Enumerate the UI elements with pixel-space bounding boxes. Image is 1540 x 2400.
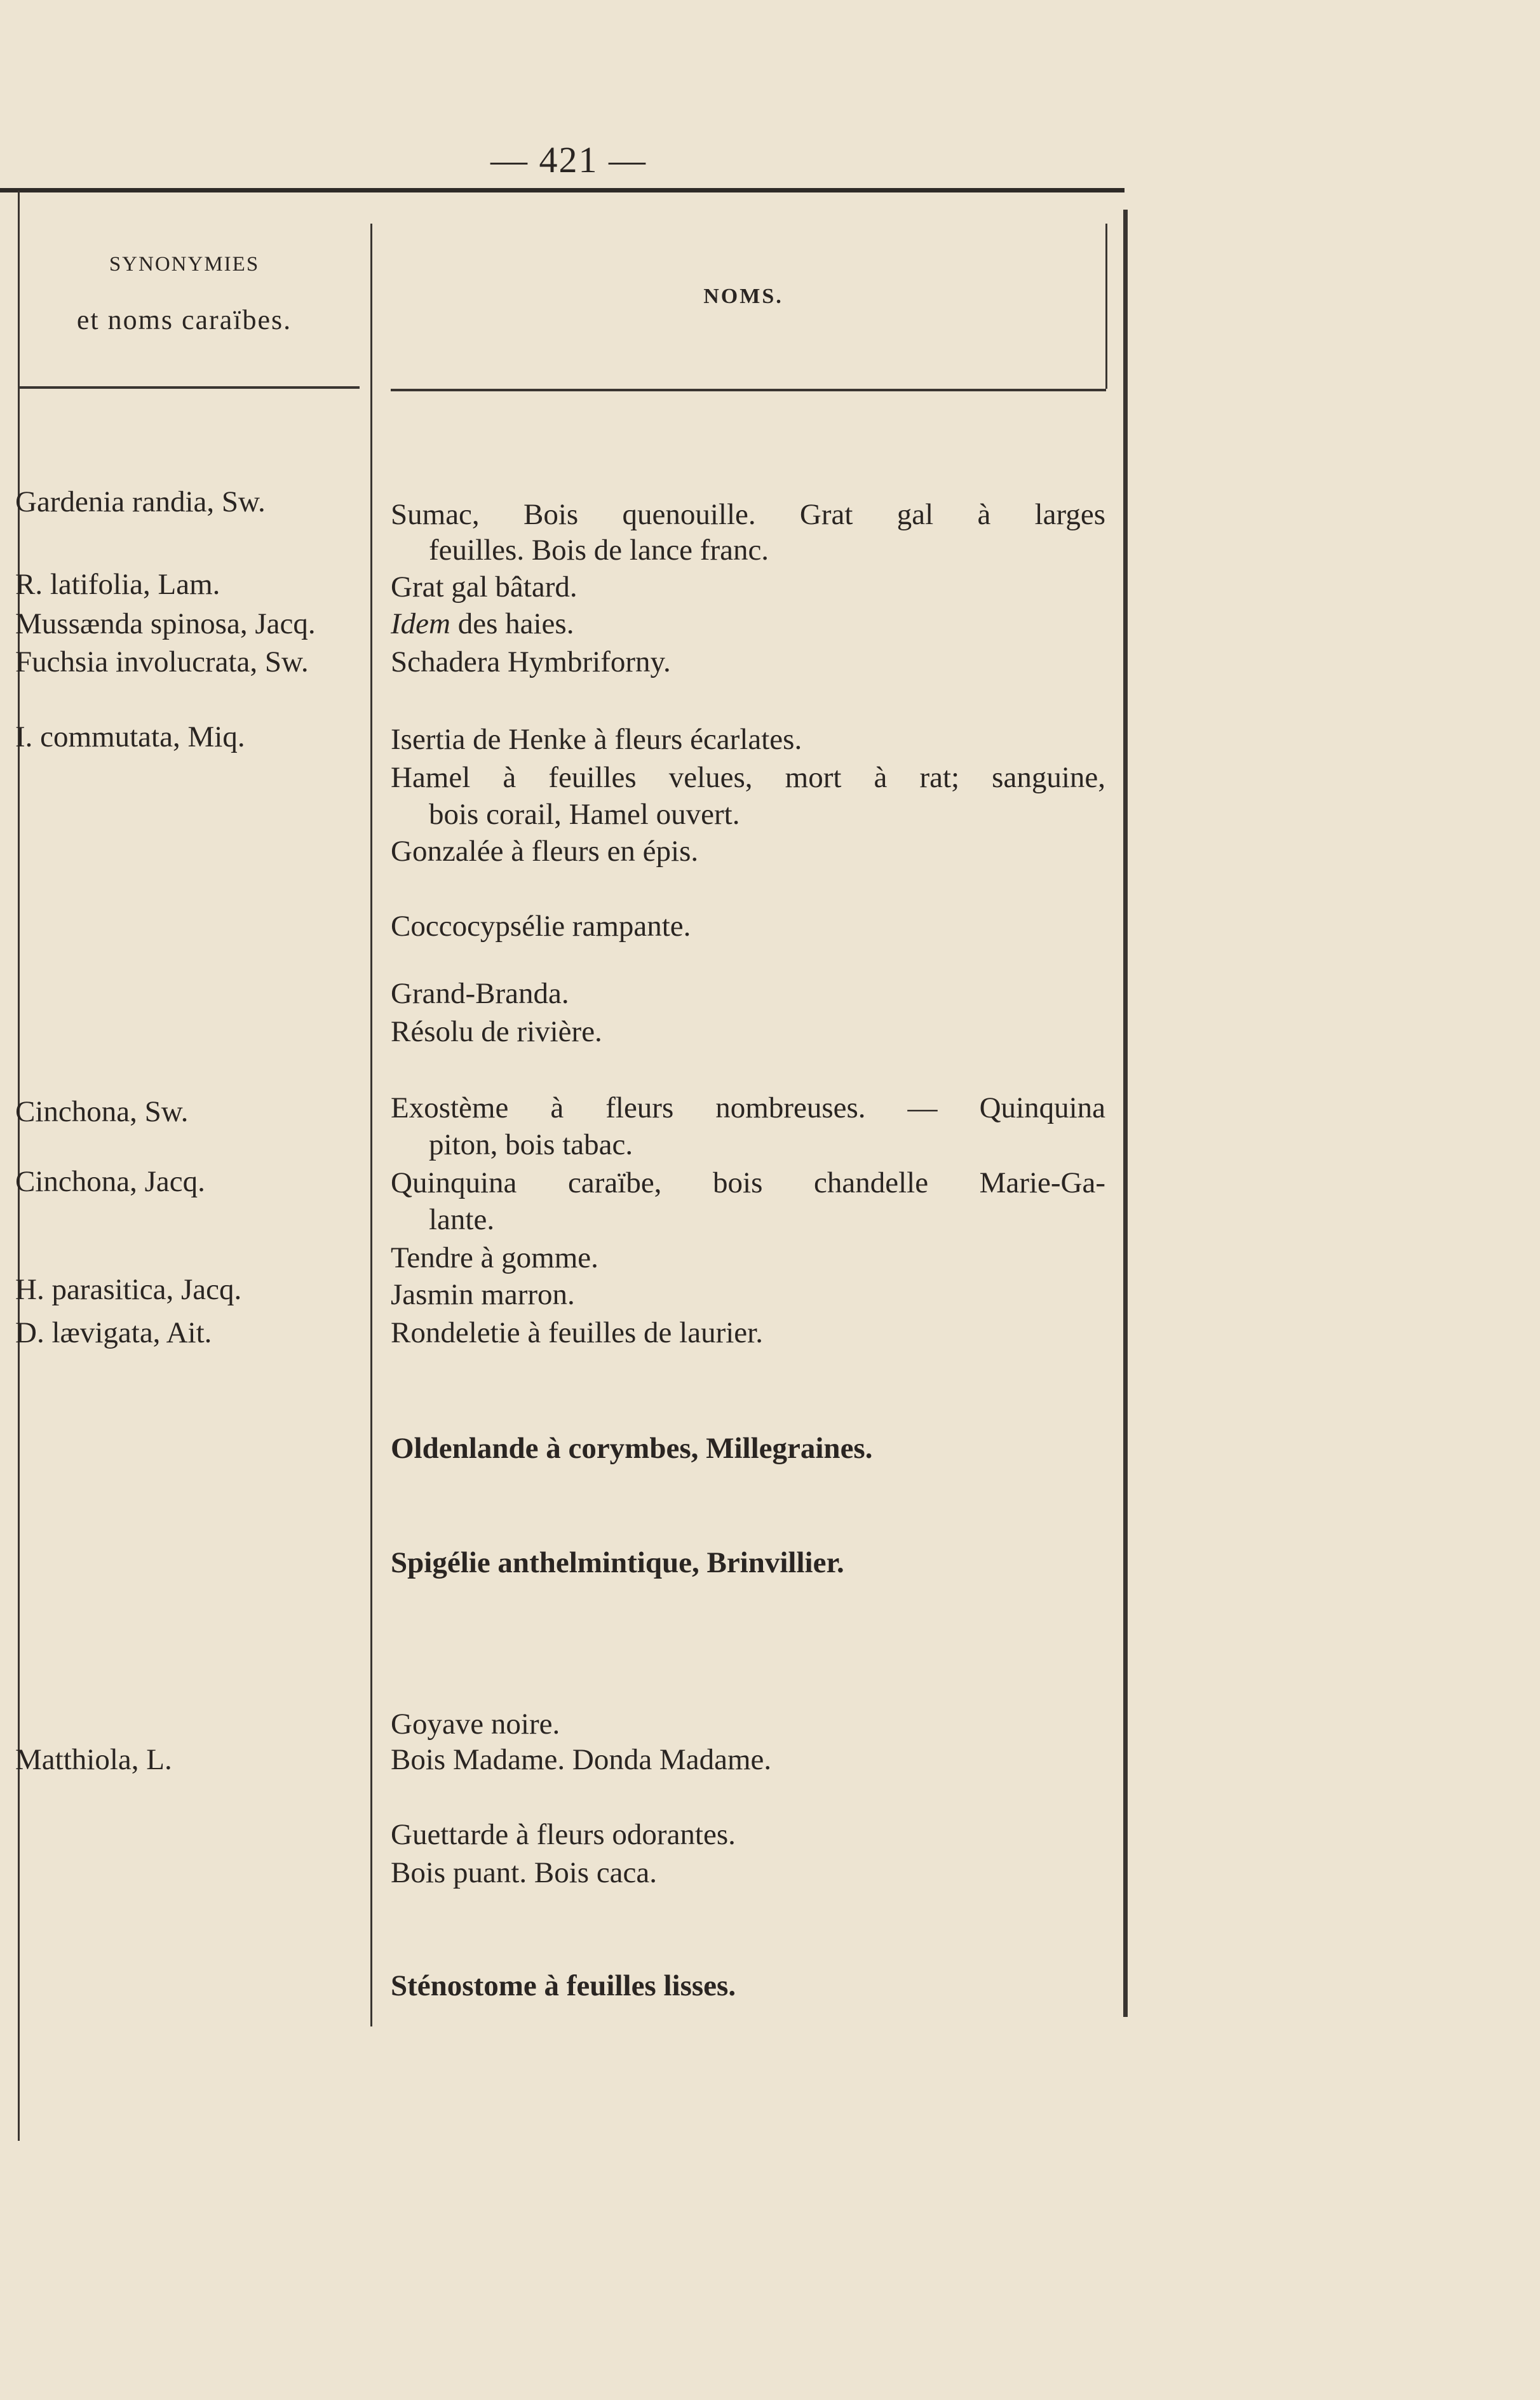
synonym-entry: Matthiola, L. [15, 1743, 172, 1776]
nom-entry: Goyave noire. [391, 1708, 560, 1741]
nom-entry: Résolu de rivière. [391, 1015, 602, 1048]
nom-entry-rest: des haies. [450, 607, 574, 640]
synonym-entry: Gardenia randia, Sw. [15, 485, 266, 518]
synonym-entry: D. lævigata, Ait. [15, 1316, 212, 1349]
nom-entry: Exostème à fleurs nombreuses. — Quinquina [391, 1091, 1105, 1124]
table-top-rule [0, 188, 1125, 192]
nom-entry: Schadera Hymbriforny. [391, 645, 671, 678]
synonymes-header-subtitle: et noms caraïbes. [76, 304, 292, 335]
nom-entry-continuation: piton, bois tabac. [429, 1128, 633, 1161]
nom-entry-continuation: lante. [429, 1203, 495, 1236]
synonym-entry: Cinchona, Jacq. [15, 1165, 205, 1198]
nom-entry: Sténostome à feuilles lisses. [391, 1969, 736, 2002]
nom-entry: Rondeletie à feuilles de laurier. [391, 1316, 763, 1349]
nom-entry-continuation: feuilles. Bois de lance franc. [429, 534, 769, 567]
noms-header-rule [391, 389, 1106, 391]
nom-entry: Isertia de Henke à fleurs écarlates. [391, 723, 802, 756]
nom-entry: Guettarde à fleurs odorantes. [391, 1818, 736, 1851]
synonym-entry: H. parasitica, Jacq. [15, 1273, 242, 1306]
synonym-entry: Cinchona, Sw. [15, 1095, 189, 1128]
nom-entry: Grat gal bâtard. [391, 570, 578, 603]
synonym-entry: R. latifolia, Lam. [15, 568, 220, 601]
nom-entry: Bois puant. Bois caca. [391, 1856, 658, 1889]
synonymes-header-title: SYNONYMIES [109, 253, 260, 276]
nom-entry: Oldenlande à corymbes, Millegraines. [391, 1432, 873, 1465]
noms-header: NOMS. [703, 285, 783, 308]
synonym-entry: Mussænda spinosa, Jacq. [15, 607, 316, 640]
nom-entry: Hamel à feuilles velues, mort à rat; sanguine, [391, 761, 1105, 794]
nom-entry: Grand-Branda. [391, 977, 569, 1010]
nom-entry: Spigélie anthelmintique, Brinvillier. [391, 1546, 844, 1579]
nom-entry: Sumac, Bois quenouille. Grat gal à larges [391, 498, 1105, 531]
nom-entry: Jasmin marron. [391, 1278, 575, 1311]
nom-entry-continuation: bois corail, Hamel ouvert. [429, 798, 740, 831]
nom-entry: Coccocypsélie rampante. [391, 910, 691, 943]
column-divider [370, 224, 372, 2026]
nom-entry: Bois Madame. Donda Madame. [391, 1743, 772, 1776]
synonym-entry: I. commutata, Miq. [15, 720, 245, 753]
nom-entry: Quinquina caraïbe, bois chandelle Marie-Ga- [391, 1166, 1105, 1199]
synonymes-header-rule [18, 386, 360, 389]
synonym-entry: Fuchsia involucrata, Sw. [15, 645, 309, 678]
nom-entry: Tendre à gomme. [391, 1241, 598, 1274]
right-table-border [1123, 210, 1128, 2017]
nom-entry [391, 605, 574, 643]
nom-entry: Gonzalée à fleurs en épis. [391, 835, 699, 868]
page-number: — 421 — [490, 139, 647, 180]
nom-entry-italic: Idem [391, 607, 450, 640]
right-inner-border [1105, 224, 1107, 389]
